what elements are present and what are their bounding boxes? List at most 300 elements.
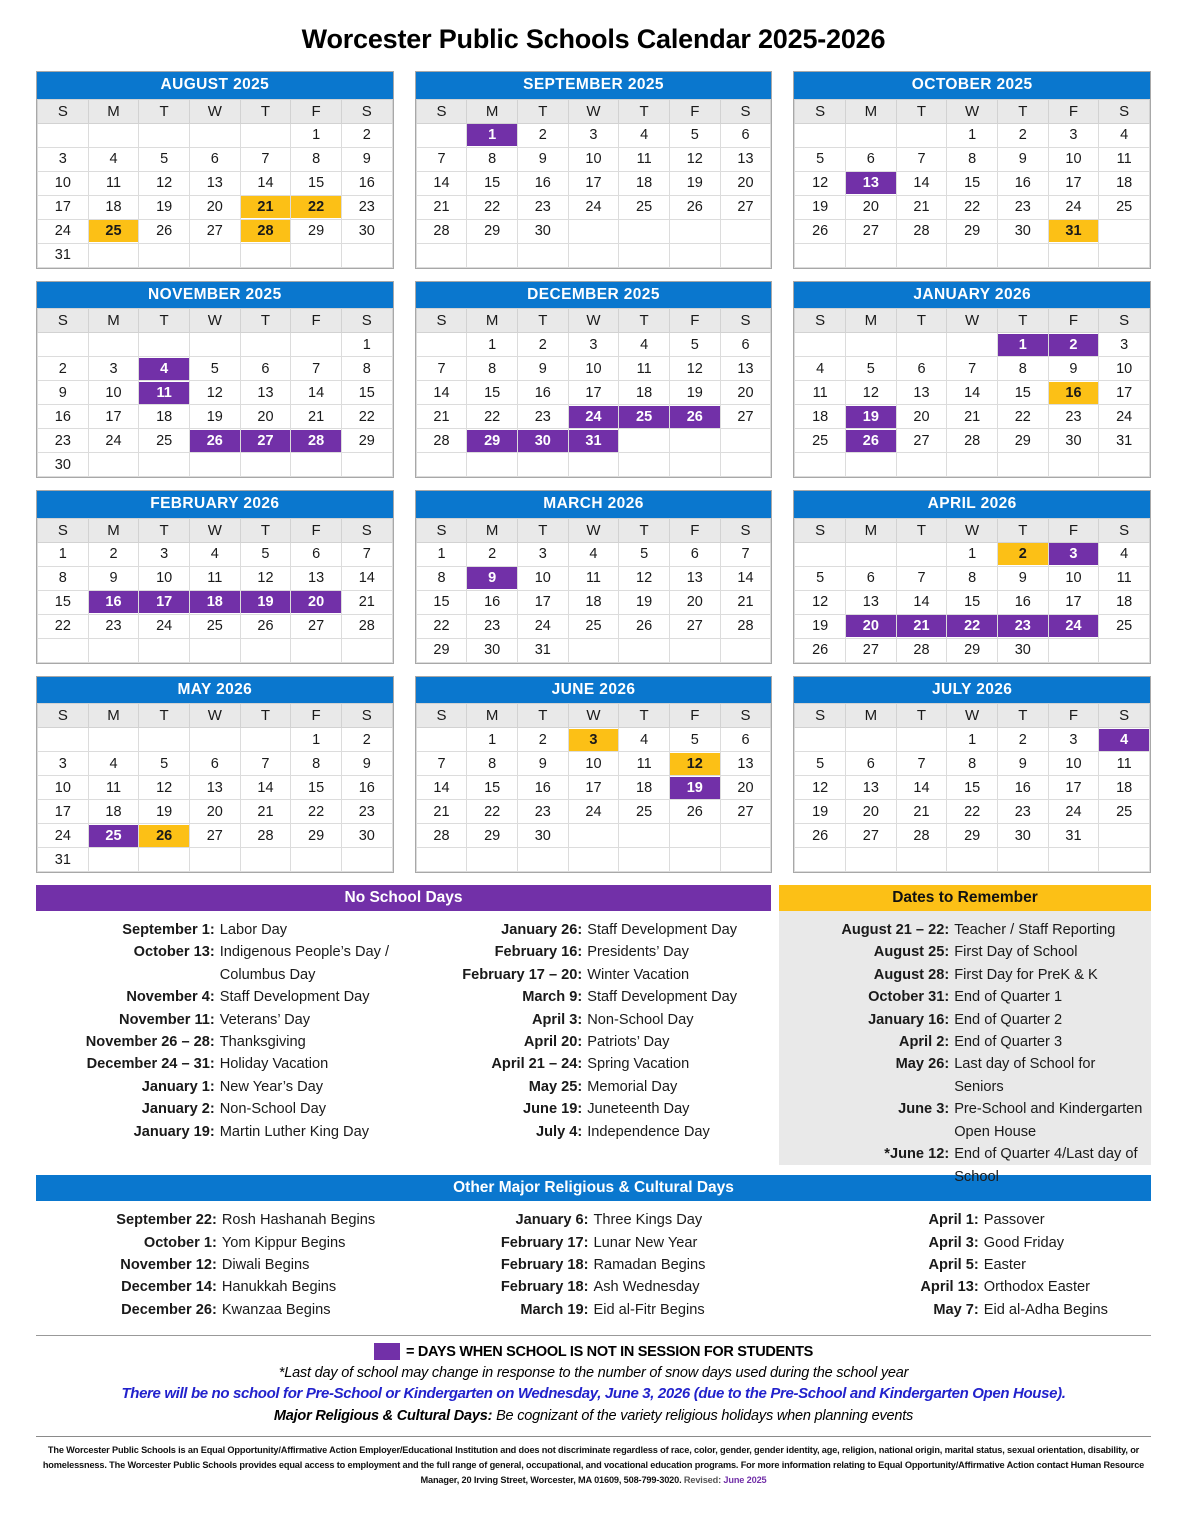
day-cell[interactable] bbox=[896, 614, 947, 638]
day-cell[interactable] bbox=[467, 614, 518, 638]
day-cell[interactable] bbox=[189, 614, 240, 638]
day-cell[interactable] bbox=[341, 776, 392, 800]
day-cell[interactable] bbox=[568, 123, 619, 147]
day-cell[interactable] bbox=[947, 638, 998, 662]
day-cell[interactable] bbox=[568, 752, 619, 776]
day-cell[interactable] bbox=[88, 800, 139, 824]
day-cell[interactable] bbox=[189, 171, 240, 195]
day-cell[interactable] bbox=[341, 542, 392, 566]
day-cell[interactable] bbox=[517, 614, 568, 638]
day-cell[interactable] bbox=[517, 542, 568, 566]
day-cell[interactable] bbox=[88, 147, 139, 171]
day-cell[interactable] bbox=[1048, 171, 1099, 195]
day-cell[interactable] bbox=[846, 147, 897, 171]
day-cell[interactable] bbox=[240, 405, 291, 429]
day-cell[interactable] bbox=[720, 590, 771, 614]
day-cell[interactable] bbox=[795, 171, 846, 195]
day-cell[interactable] bbox=[997, 752, 1048, 776]
day-cell[interactable] bbox=[720, 542, 771, 566]
day-cell[interactable] bbox=[189, 429, 240, 453]
day-cell[interactable] bbox=[568, 590, 619, 614]
day-cell[interactable] bbox=[568, 147, 619, 171]
day-cell[interactable] bbox=[619, 542, 670, 566]
day-cell[interactable] bbox=[517, 776, 568, 800]
day-cell[interactable] bbox=[947, 357, 998, 381]
day-cell[interactable] bbox=[568, 542, 619, 566]
day-cell[interactable] bbox=[669, 752, 720, 776]
day-cell[interactable] bbox=[669, 800, 720, 824]
day-cell[interactable] bbox=[38, 566, 89, 590]
day-cell[interactable] bbox=[568, 195, 619, 219]
day-cell[interactable] bbox=[669, 566, 720, 590]
day-cell[interactable] bbox=[720, 147, 771, 171]
day-cell[interactable] bbox=[1048, 728, 1099, 752]
day-cell[interactable] bbox=[416, 195, 467, 219]
day-cell[interactable] bbox=[467, 147, 518, 171]
day-cell[interactable] bbox=[846, 638, 897, 662]
day-cell[interactable] bbox=[997, 405, 1048, 429]
day-cell[interactable] bbox=[38, 405, 89, 429]
day-cell[interactable] bbox=[139, 357, 190, 381]
day-cell[interactable] bbox=[997, 542, 1048, 566]
day-cell[interactable] bbox=[997, 776, 1048, 800]
day-cell[interactable] bbox=[619, 405, 670, 429]
day-cell[interactable] bbox=[947, 728, 998, 752]
day-cell[interactable] bbox=[896, 590, 947, 614]
day-cell[interactable] bbox=[896, 752, 947, 776]
day-cell[interactable] bbox=[619, 728, 670, 752]
day-cell[interactable] bbox=[38, 752, 89, 776]
day-cell[interactable] bbox=[947, 381, 998, 405]
day-cell[interactable] bbox=[416, 800, 467, 824]
day-cell[interactable] bbox=[896, 195, 947, 219]
day-cell[interactable] bbox=[1099, 171, 1150, 195]
day-cell[interactable] bbox=[240, 171, 291, 195]
day-cell[interactable] bbox=[720, 123, 771, 147]
day-cell[interactable] bbox=[619, 333, 670, 357]
day-cell[interactable] bbox=[619, 566, 670, 590]
day-cell[interactable] bbox=[341, 123, 392, 147]
day-cell[interactable] bbox=[139, 824, 190, 848]
day-cell[interactable] bbox=[517, 728, 568, 752]
day-cell[interactable] bbox=[291, 614, 342, 638]
day-cell[interactable] bbox=[38, 614, 89, 638]
day-cell[interactable] bbox=[517, 147, 568, 171]
day-cell[interactable] bbox=[416, 357, 467, 381]
day-cell[interactable] bbox=[341, 147, 392, 171]
day-cell[interactable] bbox=[846, 800, 897, 824]
day-cell[interactable] bbox=[795, 219, 846, 243]
day-cell[interactable] bbox=[467, 800, 518, 824]
day-cell[interactable] bbox=[416, 405, 467, 429]
day-cell[interactable] bbox=[846, 357, 897, 381]
day-cell[interactable] bbox=[1099, 800, 1150, 824]
day-cell[interactable] bbox=[467, 381, 518, 405]
day-cell[interactable] bbox=[568, 776, 619, 800]
day-cell[interactable] bbox=[568, 800, 619, 824]
day-cell[interactable] bbox=[896, 429, 947, 453]
day-cell[interactable] bbox=[517, 566, 568, 590]
day-cell[interactable] bbox=[997, 824, 1048, 848]
day-cell[interactable] bbox=[341, 381, 392, 405]
day-cell[interactable] bbox=[947, 147, 998, 171]
day-cell[interactable] bbox=[997, 728, 1048, 752]
day-cell[interactable] bbox=[38, 381, 89, 405]
day-cell[interactable] bbox=[669, 357, 720, 381]
day-cell[interactable] bbox=[88, 542, 139, 566]
day-cell[interactable] bbox=[720, 333, 771, 357]
day-cell[interactable] bbox=[947, 800, 998, 824]
day-cell[interactable] bbox=[517, 590, 568, 614]
day-cell[interactable] bbox=[291, 728, 342, 752]
day-cell[interactable] bbox=[846, 590, 897, 614]
day-cell[interactable] bbox=[189, 195, 240, 219]
day-cell[interactable] bbox=[1048, 776, 1099, 800]
day-cell[interactable] bbox=[189, 824, 240, 848]
day-cell[interactable] bbox=[795, 429, 846, 453]
day-cell[interactable] bbox=[1048, 590, 1099, 614]
day-cell[interactable] bbox=[1048, 429, 1099, 453]
day-cell[interactable] bbox=[139, 195, 190, 219]
day-cell[interactable] bbox=[189, 405, 240, 429]
day-cell[interactable] bbox=[341, 429, 392, 453]
day-cell[interactable] bbox=[568, 728, 619, 752]
day-cell[interactable] bbox=[997, 590, 1048, 614]
day-cell[interactable] bbox=[240, 195, 291, 219]
day-cell[interactable] bbox=[1048, 405, 1099, 429]
day-cell[interactable] bbox=[947, 219, 998, 243]
day-cell[interactable] bbox=[896, 171, 947, 195]
day-cell[interactable] bbox=[467, 357, 518, 381]
day-cell[interactable] bbox=[795, 195, 846, 219]
day-cell[interactable] bbox=[88, 614, 139, 638]
day-cell[interactable] bbox=[1099, 357, 1150, 381]
day-cell[interactable] bbox=[467, 542, 518, 566]
day-cell[interactable] bbox=[88, 590, 139, 614]
day-cell[interactable] bbox=[517, 171, 568, 195]
day-cell[interactable] bbox=[467, 566, 518, 590]
day-cell[interactable] bbox=[467, 776, 518, 800]
day-cell[interactable] bbox=[416, 147, 467, 171]
day-cell[interactable] bbox=[291, 566, 342, 590]
day-cell[interactable] bbox=[88, 752, 139, 776]
day-cell[interactable] bbox=[139, 752, 190, 776]
day-cell[interactable] bbox=[846, 405, 897, 429]
day-cell[interactable] bbox=[947, 542, 998, 566]
day-cell[interactable] bbox=[416, 776, 467, 800]
day-cell[interactable] bbox=[896, 776, 947, 800]
day-cell[interactable] bbox=[619, 590, 670, 614]
day-cell[interactable] bbox=[189, 800, 240, 824]
day-cell[interactable] bbox=[517, 357, 568, 381]
day-cell[interactable] bbox=[416, 219, 467, 243]
day-cell[interactable] bbox=[240, 614, 291, 638]
day-cell[interactable] bbox=[88, 381, 139, 405]
day-cell[interactable] bbox=[341, 357, 392, 381]
day-cell[interactable] bbox=[291, 123, 342, 147]
day-cell[interactable] bbox=[997, 638, 1048, 662]
day-cell[interactable] bbox=[416, 590, 467, 614]
day-cell[interactable] bbox=[139, 800, 190, 824]
day-cell[interactable] bbox=[795, 638, 846, 662]
day-cell[interactable] bbox=[795, 800, 846, 824]
day-cell[interactable] bbox=[88, 566, 139, 590]
day-cell[interactable] bbox=[619, 800, 670, 824]
day-cell[interactable] bbox=[88, 824, 139, 848]
day-cell[interactable] bbox=[568, 171, 619, 195]
day-cell[interactable] bbox=[568, 429, 619, 453]
day-cell[interactable] bbox=[38, 357, 89, 381]
day-cell[interactable] bbox=[1048, 333, 1099, 357]
day-cell[interactable] bbox=[720, 752, 771, 776]
day-cell[interactable] bbox=[38, 824, 89, 848]
day-cell[interactable] bbox=[1048, 147, 1099, 171]
day-cell[interactable] bbox=[997, 123, 1048, 147]
day-cell[interactable] bbox=[669, 195, 720, 219]
day-cell[interactable] bbox=[240, 357, 291, 381]
day-cell[interactable] bbox=[846, 614, 897, 638]
day-cell[interactable] bbox=[341, 590, 392, 614]
day-cell[interactable] bbox=[139, 429, 190, 453]
day-cell[interactable] bbox=[341, 752, 392, 776]
day-cell[interactable] bbox=[189, 590, 240, 614]
day-cell[interactable] bbox=[189, 357, 240, 381]
day-cell[interactable] bbox=[88, 405, 139, 429]
day-cell[interactable] bbox=[720, 614, 771, 638]
day-cell[interactable] bbox=[38, 776, 89, 800]
day-cell[interactable] bbox=[291, 429, 342, 453]
day-cell[interactable] bbox=[896, 566, 947, 590]
day-cell[interactable] bbox=[568, 566, 619, 590]
day-cell[interactable] bbox=[619, 614, 670, 638]
day-cell[interactable] bbox=[720, 566, 771, 590]
day-cell[interactable] bbox=[38, 171, 89, 195]
day-cell[interactable] bbox=[240, 824, 291, 848]
day-cell[interactable] bbox=[88, 776, 139, 800]
day-cell[interactable] bbox=[568, 405, 619, 429]
day-cell[interactable] bbox=[997, 357, 1048, 381]
day-cell[interactable] bbox=[139, 219, 190, 243]
day-cell[interactable] bbox=[1099, 590, 1150, 614]
day-cell[interactable] bbox=[947, 171, 998, 195]
day-cell[interactable] bbox=[189, 566, 240, 590]
day-cell[interactable] bbox=[1099, 381, 1150, 405]
day-cell[interactable] bbox=[1099, 405, 1150, 429]
day-cell[interactable] bbox=[997, 171, 1048, 195]
day-cell[interactable] bbox=[341, 614, 392, 638]
day-cell[interactable] bbox=[997, 800, 1048, 824]
day-cell[interactable] bbox=[669, 381, 720, 405]
day-cell[interactable] bbox=[517, 638, 568, 662]
day-cell[interactable] bbox=[947, 752, 998, 776]
day-cell[interactable] bbox=[517, 195, 568, 219]
day-cell[interactable] bbox=[467, 429, 518, 453]
day-cell[interactable] bbox=[619, 171, 670, 195]
day-cell[interactable] bbox=[416, 566, 467, 590]
day-cell[interactable] bbox=[467, 333, 518, 357]
day-cell[interactable] bbox=[139, 542, 190, 566]
day-cell[interactable] bbox=[997, 429, 1048, 453]
day-cell[interactable] bbox=[517, 381, 568, 405]
day-cell[interactable] bbox=[947, 405, 998, 429]
day-cell[interactable] bbox=[139, 405, 190, 429]
day-cell[interactable] bbox=[416, 824, 467, 848]
day-cell[interactable] bbox=[846, 824, 897, 848]
day-cell[interactable] bbox=[720, 728, 771, 752]
day-cell[interactable] bbox=[467, 219, 518, 243]
day-cell[interactable] bbox=[1099, 333, 1150, 357]
day-cell[interactable] bbox=[38, 848, 89, 872]
day-cell[interactable] bbox=[896, 147, 947, 171]
day-cell[interactable] bbox=[467, 171, 518, 195]
day-cell[interactable] bbox=[240, 542, 291, 566]
day-cell[interactable] bbox=[997, 614, 1048, 638]
day-cell[interactable] bbox=[517, 123, 568, 147]
day-cell[interactable] bbox=[88, 171, 139, 195]
day-cell[interactable] bbox=[240, 752, 291, 776]
day-cell[interactable] bbox=[619, 123, 670, 147]
day-cell[interactable] bbox=[467, 590, 518, 614]
day-cell[interactable] bbox=[517, 752, 568, 776]
day-cell[interactable] bbox=[669, 776, 720, 800]
day-cell[interactable] bbox=[619, 195, 670, 219]
day-cell[interactable] bbox=[517, 219, 568, 243]
day-cell[interactable] bbox=[1099, 614, 1150, 638]
day-cell[interactable] bbox=[1099, 123, 1150, 147]
day-cell[interactable] bbox=[846, 566, 897, 590]
day-cell[interactable] bbox=[896, 638, 947, 662]
day-cell[interactable] bbox=[291, 542, 342, 566]
day-cell[interactable] bbox=[467, 752, 518, 776]
day-cell[interactable] bbox=[467, 728, 518, 752]
day-cell[interactable] bbox=[795, 590, 846, 614]
day-cell[interactable] bbox=[139, 171, 190, 195]
day-cell[interactable] bbox=[416, 542, 467, 566]
day-cell[interactable] bbox=[1048, 752, 1099, 776]
day-cell[interactable] bbox=[467, 405, 518, 429]
day-cell[interactable] bbox=[291, 219, 342, 243]
day-cell[interactable] bbox=[795, 357, 846, 381]
day-cell[interactable] bbox=[1048, 824, 1099, 848]
day-cell[interactable] bbox=[619, 776, 670, 800]
day-cell[interactable] bbox=[896, 800, 947, 824]
day-cell[interactable] bbox=[291, 195, 342, 219]
day-cell[interactable] bbox=[341, 219, 392, 243]
day-cell[interactable] bbox=[341, 195, 392, 219]
day-cell[interactable] bbox=[416, 638, 467, 662]
day-cell[interactable] bbox=[240, 429, 291, 453]
day-cell[interactable] bbox=[795, 752, 846, 776]
day-cell[interactable] bbox=[669, 405, 720, 429]
day-cell[interactable] bbox=[416, 752, 467, 776]
day-cell[interactable] bbox=[619, 752, 670, 776]
day-cell[interactable] bbox=[240, 147, 291, 171]
day-cell[interactable] bbox=[1048, 357, 1099, 381]
day-cell[interactable] bbox=[997, 147, 1048, 171]
day-cell[interactable] bbox=[997, 333, 1048, 357]
day-cell[interactable] bbox=[416, 381, 467, 405]
day-cell[interactable] bbox=[1048, 542, 1099, 566]
day-cell[interactable] bbox=[669, 614, 720, 638]
day-cell[interactable] bbox=[139, 776, 190, 800]
day-cell[interactable] bbox=[517, 800, 568, 824]
day-cell[interactable] bbox=[1048, 614, 1099, 638]
day-cell[interactable] bbox=[795, 614, 846, 638]
day-cell[interactable] bbox=[947, 195, 998, 219]
day-cell[interactable] bbox=[189, 147, 240, 171]
day-cell[interactable] bbox=[341, 333, 392, 357]
day-cell[interactable] bbox=[341, 728, 392, 752]
day-cell[interactable] bbox=[1099, 195, 1150, 219]
day-cell[interactable] bbox=[1048, 123, 1099, 147]
day-cell[interactable] bbox=[240, 776, 291, 800]
day-cell[interactable] bbox=[669, 542, 720, 566]
day-cell[interactable] bbox=[795, 381, 846, 405]
day-cell[interactable] bbox=[139, 381, 190, 405]
day-cell[interactable] bbox=[291, 590, 342, 614]
day-cell[interactable] bbox=[720, 171, 771, 195]
day-cell[interactable] bbox=[341, 800, 392, 824]
day-cell[interactable] bbox=[896, 219, 947, 243]
day-cell[interactable] bbox=[139, 590, 190, 614]
day-cell[interactable] bbox=[720, 800, 771, 824]
day-cell[interactable] bbox=[669, 333, 720, 357]
day-cell[interactable] bbox=[846, 219, 897, 243]
day-cell[interactable] bbox=[568, 614, 619, 638]
day-cell[interactable] bbox=[1099, 429, 1150, 453]
day-cell[interactable] bbox=[517, 824, 568, 848]
day-cell[interactable] bbox=[846, 776, 897, 800]
day-cell[interactable] bbox=[947, 824, 998, 848]
day-cell[interactable] bbox=[1048, 219, 1099, 243]
day-cell[interactable] bbox=[997, 219, 1048, 243]
day-cell[interactable] bbox=[416, 614, 467, 638]
day-cell[interactable] bbox=[1099, 566, 1150, 590]
day-cell[interactable] bbox=[240, 800, 291, 824]
day-cell[interactable] bbox=[669, 171, 720, 195]
day-cell[interactable] bbox=[1099, 752, 1150, 776]
day-cell[interactable] bbox=[139, 614, 190, 638]
day-cell[interactable] bbox=[896, 405, 947, 429]
day-cell[interactable] bbox=[38, 195, 89, 219]
day-cell[interactable] bbox=[1099, 147, 1150, 171]
day-cell[interactable] bbox=[1048, 800, 1099, 824]
day-cell[interactable] bbox=[517, 333, 568, 357]
day-cell[interactable] bbox=[568, 357, 619, 381]
day-cell[interactable] bbox=[291, 752, 342, 776]
day-cell[interactable] bbox=[341, 824, 392, 848]
day-cell[interactable] bbox=[669, 147, 720, 171]
day-cell[interactable] bbox=[139, 566, 190, 590]
day-cell[interactable] bbox=[1099, 728, 1150, 752]
day-cell[interactable] bbox=[669, 590, 720, 614]
day-cell[interactable] bbox=[1099, 776, 1150, 800]
day-cell[interactable] bbox=[189, 776, 240, 800]
day-cell[interactable] bbox=[467, 195, 518, 219]
day-cell[interactable] bbox=[720, 405, 771, 429]
day-cell[interactable] bbox=[795, 147, 846, 171]
day-cell[interactable] bbox=[517, 429, 568, 453]
day-cell[interactable] bbox=[1048, 566, 1099, 590]
day-cell[interactable] bbox=[947, 776, 998, 800]
day-cell[interactable] bbox=[341, 405, 392, 429]
day-cell[interactable] bbox=[947, 123, 998, 147]
day-cell[interactable] bbox=[846, 195, 897, 219]
day-cell[interactable] bbox=[720, 195, 771, 219]
day-cell[interactable] bbox=[997, 195, 1048, 219]
day-cell[interactable] bbox=[619, 357, 670, 381]
day-cell[interactable] bbox=[38, 800, 89, 824]
